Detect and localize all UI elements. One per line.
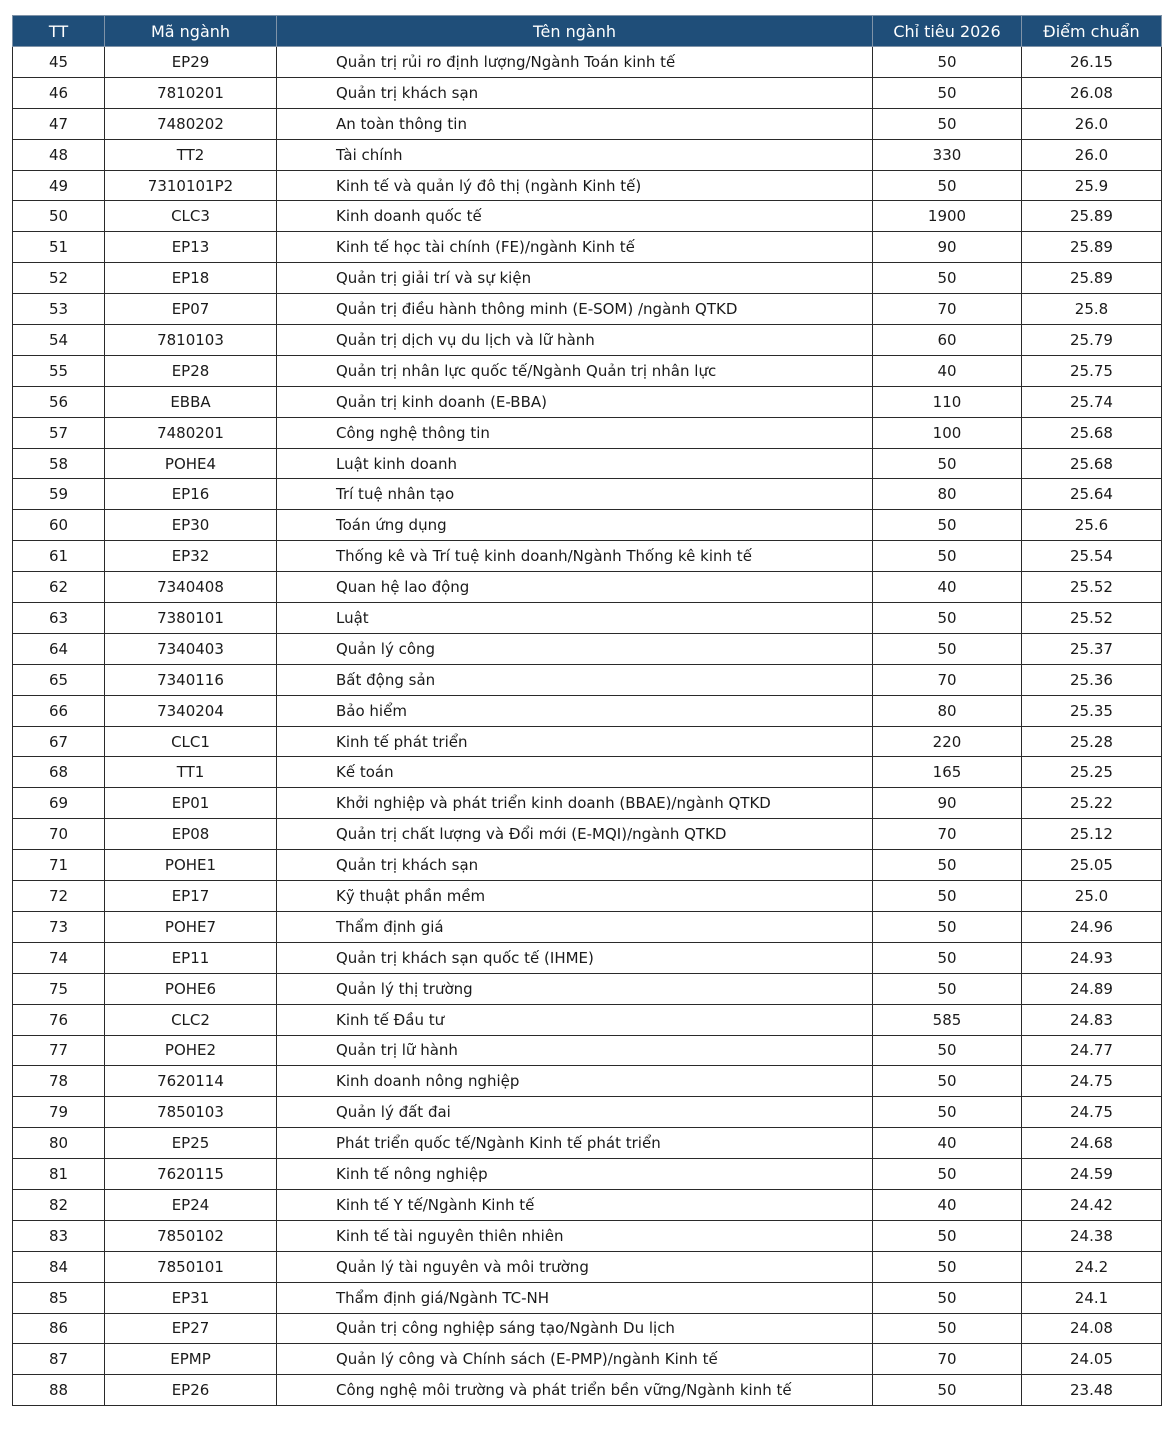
cell-major-name: Công nghệ thông tin [277,417,873,448]
cell-major-code: EPMP [105,1344,277,1375]
cell-tt: 47 [13,108,105,139]
cell-major-code: EP31 [105,1282,277,1313]
cell-major-name: Thẩm định giá [277,911,873,942]
cell-score: 24.08 [1022,1313,1162,1344]
cell-score: 25.79 [1022,325,1162,356]
cell-score: 24.96 [1022,911,1162,942]
cell-quota: 50 [873,850,1022,881]
cell-tt: 50 [13,201,105,232]
cell-score: 25.54 [1022,541,1162,572]
cell-tt: 65 [13,664,105,695]
cell-major-code: 7340204 [105,695,277,726]
cell-quota: 330 [873,139,1022,170]
cell-tt: 67 [13,726,105,757]
cell-quota: 50 [873,1035,1022,1066]
cell-quota: 50 [873,47,1022,78]
cell-quota: 50 [873,108,1022,139]
cell-score: 24.1 [1022,1282,1162,1313]
table-row [13,1282,1162,1313]
cell-score: 25.6 [1022,510,1162,541]
cell-quota: 70 [873,664,1022,695]
cell-tt: 83 [13,1220,105,1251]
cell-score: 25.9 [1022,170,1162,201]
cell-major-code: EP32 [105,541,277,572]
cell-tt: 85 [13,1282,105,1313]
cell-tt: 63 [13,603,105,634]
cell-tt: 80 [13,1128,105,1159]
cell-tt: 55 [13,355,105,386]
cell-major-code: TT1 [105,757,277,788]
cell-quota: 40 [873,355,1022,386]
cell-quota: 50 [873,448,1022,479]
cell-major-name: Kinh tế Đầu tư [277,1004,873,1035]
cell-major-name: Bất động sản [277,664,873,695]
cell-score: 25.35 [1022,695,1162,726]
cell-major-code: POHE4 [105,448,277,479]
table-row [13,881,1162,912]
cell-major-code: EP30 [105,510,277,541]
cell-major-name: Kinh doanh nông nghiệp [277,1066,873,1097]
cell-major-code: EBBA [105,386,277,417]
cell-score: 24.38 [1022,1220,1162,1251]
header-quota: Chỉ tiêu 2026 [873,16,1022,47]
cell-major-code: 7620114 [105,1066,277,1097]
table-body [13,47,1162,1406]
cell-score: 25.22 [1022,788,1162,819]
cell-major-code: 7810103 [105,325,277,356]
table-header [13,16,1162,47]
cell-major-name: Khởi nghiệp và phát triển kinh doanh (BBAE)/ngành QTKD [277,788,873,819]
cell-major-code: 7850102 [105,1220,277,1251]
table-row [13,973,1162,1004]
cell-tt: 79 [13,1097,105,1128]
cell-major-code: POHE7 [105,911,277,942]
cell-major-name: Kỹ thuật phần mềm [277,881,873,912]
cell-major-name: Quản trị chất lượng và Đổi mới (E-MQI)/ngành QTKD [277,819,873,850]
cell-major-code: 7380101 [105,603,277,634]
cell-score: 24.68 [1022,1128,1162,1159]
cell-major-name: Kinh tế và quản lý đô thị (ngành Kinh tế) [277,170,873,201]
table-row [13,325,1162,356]
cell-tt: 70 [13,819,105,850]
cell-major-code: 7850103 [105,1097,277,1128]
table-row [13,1035,1162,1066]
cell-tt: 82 [13,1189,105,1220]
table-row [13,819,1162,850]
cell-tt: 53 [13,294,105,325]
cell-major-code: EP13 [105,232,277,263]
table-row [13,695,1162,726]
cell-tt: 71 [13,850,105,881]
cell-major-name: Kế toán [277,757,873,788]
cell-major-code: EP25 [105,1128,277,1159]
cell-quota: 60 [873,325,1022,356]
cell-major-name: Công nghệ môi trường và phát triển bền vững/Ngành kinh tế [277,1375,873,1406]
cell-score: 26.0 [1022,139,1162,170]
cell-tt: 72 [13,881,105,912]
cell-major-code: EP17 [105,881,277,912]
cell-quota: 50 [873,942,1022,973]
cell-major-name: Thẩm định giá/Ngành TC-NH [277,1282,873,1313]
cell-tt: 54 [13,325,105,356]
table-row [13,294,1162,325]
cell-tt: 48 [13,139,105,170]
cell-tt: 66 [13,695,105,726]
cell-score: 24.59 [1022,1159,1162,1190]
table-row [13,726,1162,757]
table-row [13,942,1162,973]
cell-quota: 40 [873,1189,1022,1220]
header-major-name: Tên ngành [277,16,873,47]
cell-major-code: CLC2 [105,1004,277,1035]
cell-tt: 64 [13,633,105,664]
cell-score: 25.52 [1022,603,1162,634]
cell-tt: 59 [13,479,105,510]
table-row [13,1066,1162,1097]
cell-quota: 50 [873,603,1022,634]
cell-major-name: Thống kê và Trí tuệ kinh doanh/Ngành Thống kê kinh tế [277,541,873,572]
cell-major-name: Quản trị kinh doanh (E-BBA) [277,386,873,417]
cell-quota: 50 [873,1097,1022,1128]
table-row [13,541,1162,572]
cell-major-code: 7310101P2 [105,170,277,201]
cell-major-name: Kinh tế phát triển [277,726,873,757]
cell-major-code: EP27 [105,1313,277,1344]
header-score: Điểm chuẩn [1022,16,1162,47]
table-row [13,1313,1162,1344]
cell-score: 25.36 [1022,664,1162,695]
cell-major-name: Kinh doanh quốc tế [277,201,873,232]
header-row [13,16,1162,47]
table-row [13,1251,1162,1282]
cell-quota: 50 [873,170,1022,201]
cell-score: 24.89 [1022,973,1162,1004]
cell-major-code: CLC3 [105,201,277,232]
cell-major-code: CLC1 [105,726,277,757]
cell-quota: 50 [873,263,1022,294]
cell-major-name: Quản trị khách sạn quốc tế (IHME) [277,942,873,973]
cell-major-name: Quản trị điều hành thông minh (E-SOM) /ngành QTKD [277,294,873,325]
cell-tt: 75 [13,973,105,1004]
cell-major-code: POHE6 [105,973,277,1004]
cell-major-code: 7810201 [105,77,277,108]
cell-major-code: EP18 [105,263,277,294]
cell-tt: 51 [13,232,105,263]
table-row [13,633,1162,664]
cell-quota: 50 [873,633,1022,664]
cell-major-name: Quản trị khách sạn [277,77,873,108]
table-row [13,355,1162,386]
cell-major-name: Quản trị khách sạn [277,850,873,881]
cell-major-name: Kinh tế nông nghiệp [277,1159,873,1190]
cell-major-code: EP28 [105,355,277,386]
cell-quota: 70 [873,1344,1022,1375]
cell-tt: 52 [13,263,105,294]
cell-score: 23.48 [1022,1375,1162,1406]
cell-major-name: Quản trị dịch vụ du lịch và lữ hành [277,325,873,356]
cell-quota: 70 [873,294,1022,325]
cell-quota: 70 [873,819,1022,850]
cell-score: 25.89 [1022,201,1162,232]
table-row [13,850,1162,881]
cell-score: 25.37 [1022,633,1162,664]
cell-quota: 40 [873,572,1022,603]
cell-tt: 68 [13,757,105,788]
cell-major-name: Phát triển quốc tế/Ngành Kinh tế phát triển [277,1128,873,1159]
cell-major-name: Kinh tế học tài chính (FE)/ngành Kinh tế [277,232,873,263]
table-row [13,757,1162,788]
cell-score: 25.89 [1022,232,1162,263]
cell-quota: 50 [873,973,1022,1004]
table-row [13,1097,1162,1128]
table-row [13,232,1162,263]
cell-tt: 45 [13,47,105,78]
cell-major-name: Kinh tế tài nguyên thiên nhiên [277,1220,873,1251]
cell-quota: 90 [873,788,1022,819]
table-row [13,911,1162,942]
cell-quota: 100 [873,417,1022,448]
cell-quota: 50 [873,1251,1022,1282]
admission-scores-table [12,15,1162,1406]
table-row [13,1220,1162,1251]
cell-tt: 49 [13,170,105,201]
cell-score: 24.05 [1022,1344,1162,1375]
cell-tt: 61 [13,541,105,572]
cell-major-name: Trí tuệ nhân tạo [277,479,873,510]
cell-tt: 84 [13,1251,105,1282]
cell-quota: 50 [873,510,1022,541]
table-row [13,479,1162,510]
cell-tt: 78 [13,1066,105,1097]
cell-quota: 220 [873,726,1022,757]
cell-major-name: Kinh tế Y tế/Ngành Kinh tế [277,1189,873,1220]
cell-major-name: Quản lý công [277,633,873,664]
cell-score: 24.75 [1022,1097,1162,1128]
cell-score: 25.52 [1022,572,1162,603]
cell-tt: 87 [13,1344,105,1375]
cell-tt: 77 [13,1035,105,1066]
table-row [13,1128,1162,1159]
cell-major-code: EP29 [105,47,277,78]
table-row [13,201,1162,232]
table-row [13,386,1162,417]
cell-score: 24.77 [1022,1035,1162,1066]
cell-quota: 50 [873,1375,1022,1406]
cell-score: 24.75 [1022,1066,1162,1097]
table-row [13,510,1162,541]
cell-tt: 88 [13,1375,105,1406]
cell-score: 24.93 [1022,942,1162,973]
cell-major-code: 7620115 [105,1159,277,1190]
cell-major-code: EP01 [105,788,277,819]
cell-quota: 50 [873,881,1022,912]
cell-quota: 50 [873,1066,1022,1097]
cell-score: 26.08 [1022,77,1162,108]
cell-score: 25.68 [1022,417,1162,448]
cell-score: 26.0 [1022,108,1162,139]
cell-major-code: 7340116 [105,664,277,695]
cell-score: 25.12 [1022,819,1162,850]
table-row [13,77,1162,108]
cell-quota: 80 [873,479,1022,510]
cell-major-name: Quản lý công và Chính sách (E-PMP)/ngành Kinh tế [277,1344,873,1375]
cell-score: 25.89 [1022,263,1162,294]
cell-score: 24.2 [1022,1251,1162,1282]
cell-score: 25.64 [1022,479,1162,510]
table-row [13,788,1162,819]
cell-score: 26.15 [1022,47,1162,78]
table-row [13,603,1162,634]
table-row [13,1189,1162,1220]
cell-quota: 1900 [873,201,1022,232]
cell-major-code: 7340403 [105,633,277,664]
cell-quota: 50 [873,1282,1022,1313]
cell-major-name: Luật [277,603,873,634]
cell-quota: 585 [873,1004,1022,1035]
cell-major-code: TT2 [105,139,277,170]
cell-tt: 58 [13,448,105,479]
table-row [13,263,1162,294]
cell-major-code: EP24 [105,1189,277,1220]
cell-major-name: Luật kinh doanh [277,448,873,479]
cell-quota: 90 [873,232,1022,263]
cell-quota: 50 [873,911,1022,942]
table-row [13,417,1162,448]
cell-major-name: Quản trị nhân lực quốc tế/Ngành Quản trị nhân lực [277,355,873,386]
cell-major-name: Quản lý thị trường [277,973,873,1004]
cell-tt: 74 [13,942,105,973]
cell-score: 25.74 [1022,386,1162,417]
cell-tt: 62 [13,572,105,603]
cell-major-code: EP11 [105,942,277,973]
table-row [13,1344,1162,1375]
cell-tt: 56 [13,386,105,417]
cell-major-name: Quản trị lữ hành [277,1035,873,1066]
table-row [13,139,1162,170]
cell-major-name: Quản trị giải trí và sự kiện [277,263,873,294]
cell-quota: 165 [873,757,1022,788]
cell-tt: 46 [13,77,105,108]
cell-major-name: Quản lý tài nguyên và môi trường [277,1251,873,1282]
cell-score: 25.05 [1022,850,1162,881]
cell-quota: 50 [873,541,1022,572]
table-row [13,1375,1162,1406]
cell-tt: 86 [13,1313,105,1344]
table-row [13,664,1162,695]
cell-major-code: 7340408 [105,572,277,603]
cell-major-code: POHE1 [105,850,277,881]
cell-major-name: Toán ứng dụng [277,510,873,541]
cell-major-code: EP07 [105,294,277,325]
cell-major-code: 7480202 [105,108,277,139]
table-row [13,448,1162,479]
cell-tt: 57 [13,417,105,448]
cell-score: 25.25 [1022,757,1162,788]
cell-score: 25.8 [1022,294,1162,325]
cell-major-name: Tài chính [277,139,873,170]
cell-major-code: EP08 [105,819,277,850]
cell-score: 25.75 [1022,355,1162,386]
cell-tt: 81 [13,1159,105,1190]
table-row [13,572,1162,603]
header-major-code: Mã ngành [105,16,277,47]
header-tt: TT [13,16,105,47]
cell-major-name: Quản lý đất đai [277,1097,873,1128]
table-row [13,1004,1162,1035]
cell-score: 24.42 [1022,1189,1162,1220]
cell-major-code: 7850101 [105,1251,277,1282]
cell-major-name: An toàn thông tin [277,108,873,139]
cell-major-code: EP16 [105,479,277,510]
cell-major-name: Quản trị rủi ro định lượng/Ngành Toán kinh tế [277,47,873,78]
cell-major-name: Bảo hiểm [277,695,873,726]
cell-quota: 50 [873,1159,1022,1190]
cell-quota: 50 [873,77,1022,108]
cell-quota: 40 [873,1128,1022,1159]
cell-quota: 80 [873,695,1022,726]
cell-major-code: POHE2 [105,1035,277,1066]
cell-major-code: EP26 [105,1375,277,1406]
cell-score: 25.0 [1022,881,1162,912]
table-row [13,108,1162,139]
cell-tt: 60 [13,510,105,541]
cell-score: 24.83 [1022,1004,1162,1035]
table-row [13,1159,1162,1190]
table-row [13,47,1162,78]
cell-tt: 73 [13,911,105,942]
cell-quota: 50 [873,1220,1022,1251]
cell-score: 25.68 [1022,448,1162,479]
cell-quota: 110 [873,386,1022,417]
cell-major-code: 7480201 [105,417,277,448]
cell-major-name: Quản trị công nghiệp sáng tạo/Ngành Du lịch [277,1313,873,1344]
cell-tt: 69 [13,788,105,819]
cell-quota: 50 [873,1313,1022,1344]
cell-major-name: Quan hệ lao động [277,572,873,603]
cell-score: 25.28 [1022,726,1162,757]
cell-tt: 76 [13,1004,105,1035]
table-row [13,170,1162,201]
